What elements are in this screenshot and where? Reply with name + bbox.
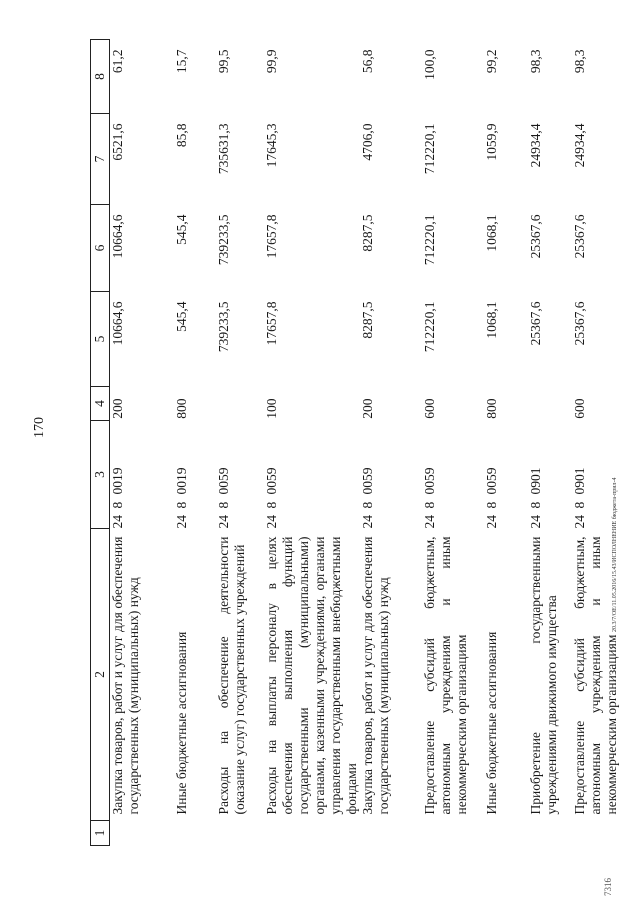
value-col-8: 56,8	[360, 49, 375, 74]
value-col-8: 98,3	[528, 49, 543, 74]
cell-col-1	[216, 821, 264, 846]
table-row	[572, 40, 620, 846]
cell-col-1	[422, 821, 484, 846]
table-row	[528, 40, 572, 846]
row-codes	[484, 421, 528, 529]
row-codes	[264, 421, 360, 529]
value-col-5: 8287,5	[360, 301, 375, 339]
row-name: Предоставление субсидий бюджетным, автономным учреждениям и иным некоммерческим организациям	[572, 536, 619, 815]
row-expense-type	[572, 387, 620, 421]
value-col-5: 17657,8	[264, 301, 279, 346]
value-col-7: 712220,1	[422, 123, 437, 175]
value-col-6: 545,4	[174, 214, 189, 245]
value-col-7: 85,8	[174, 123, 189, 148]
table-row	[484, 40, 528, 846]
value-col-7: 24934,4	[572, 123, 587, 168]
table-row	[422, 40, 484, 846]
value-col-8: 99,2	[484, 49, 499, 74]
row-codes	[422, 421, 484, 529]
row-name: Иные бюджетные ассигнования	[484, 631, 499, 815]
code-chapter: 24	[216, 515, 231, 529]
value-col-8: 100,0	[422, 49, 437, 80]
row-name: Расходы на выплаты персоналу в целях обеспечения выполнения функций государственными (муниципальными) органами, казенными учреждениями, органами управления государственными внебюджетными фондами	[264, 536, 359, 815]
row-expense-type	[528, 387, 572, 421]
code-expense-type: 600	[422, 398, 437, 419]
code-article: 0059	[216, 467, 231, 495]
header-col-7: 7	[91, 114, 110, 205]
code-article: 0059	[360, 467, 375, 495]
value-col-5: 739233,5	[216, 301, 231, 353]
code-chapter: 24	[110, 515, 125, 529]
row-expense-type	[422, 387, 484, 421]
value-col-5: 10664,6	[110, 301, 125, 346]
code-expense-type: 200	[110, 398, 125, 419]
code-section: 8	[528, 501, 543, 509]
code-section: 8	[174, 501, 189, 509]
row-expense-type	[484, 387, 528, 421]
row-codes	[216, 421, 264, 529]
row-name: Расходы на обеспечение деятельности (оказание услуг) государственных учреждений	[216, 536, 247, 815]
code-article: 0059	[264, 467, 279, 495]
header-col-3: 3	[91, 421, 110, 529]
code-chapter: 24	[484, 515, 499, 529]
code-expense-type: 800	[484, 398, 499, 419]
value-col-5: 1068,1	[484, 301, 499, 339]
code-chapter: 24	[360, 515, 375, 529]
table-header-row	[91, 40, 110, 846]
header-col-1: 1	[91, 821, 110, 846]
value-col-8: 61,2	[110, 49, 125, 74]
code-article: 0019	[174, 467, 189, 495]
code-chapter: 24	[174, 515, 189, 529]
value-col-6: 10664,6	[110, 214, 125, 259]
value-col-6: 739233,5	[216, 214, 231, 266]
value-col-7: 6521,6	[110, 123, 125, 161]
value-col-6: 25367,6	[572, 214, 587, 259]
row-name: Приобретение государственными учреждениями движимого имущества	[528, 536, 559, 815]
table-row	[216, 40, 264, 846]
value-col-5: 25367,6	[572, 301, 587, 346]
row-name: Иные бюджетные ассигнования	[174, 631, 189, 815]
row-expense-type	[174, 387, 216, 421]
table-row	[360, 40, 422, 846]
row-codes	[572, 421, 620, 529]
table-row	[264, 40, 360, 846]
cell-col-1	[110, 821, 175, 846]
footer-text: 20.3/7/ОЕ/11.05.2016/15.43/ИСПОЛНЕНИЕ бюджета-прил-4	[612, 477, 618, 632]
cell-col-1	[528, 821, 572, 846]
value-col-8: 99,9	[264, 49, 279, 74]
corner-mark: 7316	[603, 878, 613, 896]
code-section: 8	[360, 501, 375, 509]
row-codes	[360, 421, 422, 529]
code-section: 8	[216, 501, 231, 509]
code-section: 8	[572, 501, 587, 509]
code-section: 8	[110, 501, 125, 509]
row-name: Предоставление субсидий бюджетным, автономным учреждениям и иным некоммерческим организациям	[422, 536, 469, 815]
code-chapter: 24	[572, 515, 587, 529]
value-col-6: 8287,5	[360, 214, 375, 252]
value-col-8: 98,3	[572, 49, 587, 74]
value-col-7: 1059,9	[484, 123, 499, 161]
code-chapter: 24	[528, 515, 543, 529]
header-col-2: 2	[91, 529, 110, 821]
code-expense-type: 200	[360, 398, 375, 419]
code-section: 8	[264, 501, 279, 509]
code-expense-type: 100	[264, 398, 279, 419]
table-row	[110, 40, 175, 846]
header-col-4: 4	[91, 387, 110, 421]
budget-table-wrapper	[90, 40, 619, 846]
row-expense-type	[110, 387, 175, 421]
code-section: 8	[484, 501, 499, 509]
header-col-8: 8	[91, 40, 110, 114]
code-section: 8	[422, 501, 437, 509]
value-col-5: 712220,1	[422, 301, 437, 353]
row-expense-type	[264, 387, 360, 421]
code-expense-type: 600	[572, 398, 587, 419]
code-article: 0059	[484, 467, 499, 495]
code-article: 0019	[110, 467, 125, 495]
row-expense-type	[216, 387, 264, 421]
value-col-7: 24934,4	[528, 123, 543, 168]
code-article: 0901	[528, 467, 543, 495]
code-expense-type: 800	[174, 398, 189, 419]
value-col-7: 735631,3	[216, 123, 231, 175]
row-codes	[174, 421, 216, 529]
row-codes	[528, 421, 572, 529]
value-col-6: 25367,6	[528, 214, 543, 259]
cell-col-1	[484, 821, 528, 846]
page-number: 170	[32, 417, 47, 438]
value-col-8: 15,7	[174, 49, 189, 74]
value-col-7: 17645,3	[264, 123, 279, 168]
cell-col-1	[174, 821, 216, 846]
value-col-6: 1068,1	[484, 214, 499, 252]
value-col-5: 25367,6	[528, 301, 543, 346]
header-col-6: 6	[91, 205, 110, 292]
budget-table	[90, 39, 620, 846]
row-name: Закупка товаров, работ и услуг для обеспечения государственных (муниципальных) нужд	[360, 536, 391, 815]
cell-col-1	[572, 821, 620, 846]
value-col-6: 17657,8	[264, 214, 279, 259]
code-chapter: 24	[422, 515, 437, 529]
value-col-8: 99,5	[216, 49, 231, 74]
table-row	[174, 40, 216, 846]
code-article: 0059	[422, 467, 437, 495]
value-col-6: 712220,1	[422, 214, 437, 266]
code-chapter: 24	[264, 515, 279, 529]
value-col-7: 4706,0	[360, 123, 375, 161]
value-col-5: 545,4	[174, 301, 189, 332]
row-codes	[110, 421, 175, 529]
header-col-5: 5	[91, 292, 110, 387]
row-name: Закупка товаров, работ и услуг для обеспечения государственных (муниципальных) нужд	[110, 536, 141, 815]
cell-col-1	[264, 821, 360, 846]
row-expense-type	[360, 387, 422, 421]
code-article: 0901	[572, 467, 587, 495]
cell-col-1	[360, 821, 422, 846]
